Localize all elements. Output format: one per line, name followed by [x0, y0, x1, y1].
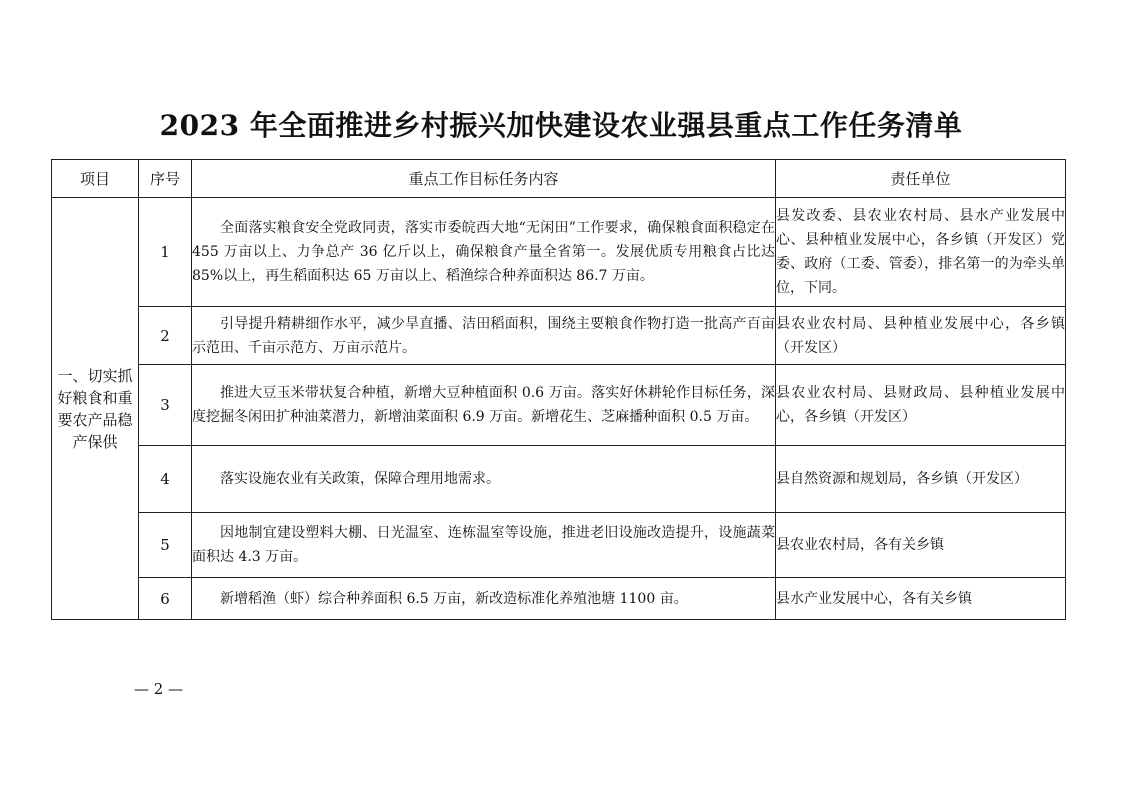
row-seq: 1 [139, 198, 192, 307]
row-unit: 县自然资源和规划局，各乡镇（开发区） [776, 446, 1066, 513]
row-content: 推进大豆玉米带状复合种植，新增大豆种植面积 0.6 万亩。落实好休耕轮作目标任务，深度挖掘冬闲田扩种油菜潜力，新增油菜面积 6.9 万亩。新增花生、芝麻播种面积 0.5 万亩。 [192, 365, 776, 446]
page-number: — 2 — [134, 680, 184, 698]
row-unit: 县农业农村局、县种植业发展中心，各乡镇（开发区） [776, 307, 1066, 365]
row-unit: 县发改委、县农业农村局、县水产业发展中心、县种植业发展中心，各乡镇（开发区）党委、政府（工委、管委），排名第一的为牵头单位，下同。 [776, 198, 1066, 307]
table-row [52, 578, 1066, 620]
row-content: 落实设施农业有关政策，保障合理用地需求。 [192, 446, 776, 513]
row-unit: 县水产业发展中心，各有关乡镇 [776, 578, 1066, 620]
row-unit: 县农业农村局、县财政局、县种植业发展中心，各乡镇（开发区） [776, 365, 1066, 446]
row-seq: 3 [139, 365, 192, 446]
table-row [52, 198, 1066, 307]
row-content: 新增稻渔（虾）综合种养面积 6.5 万亩，新改造标准化养殖池塘 1100 亩。 [192, 578, 776, 620]
table-row [52, 513, 1066, 578]
row-seq: 5 [139, 513, 192, 578]
row-seq: 2 [139, 307, 192, 365]
category-cell: 一、切实抓好粮食和重要农产品稳产保供 [52, 198, 139, 620]
table-row [52, 365, 1066, 446]
page-title: 2023 年全面推进乡村振兴加快建设农业强县重点工作任务清单 [159, 109, 963, 142]
row-seq: 6 [139, 578, 192, 620]
header-project: 项目 [52, 160, 139, 198]
table-header-row [52, 160, 1066, 198]
table-row [52, 446, 1066, 513]
row-content: 因地制宜建设塑料大棚、日光温室、连栋温室等设施，推进老旧设施改造提升，设施蔬菜面积达 4.3 万亩。 [192, 513, 776, 578]
header-unit: 责任单位 [776, 160, 1066, 198]
row-content: 引导提升精耕细作水平，减少旱直播、洁田稻面积，围绕主要粮食作物打造一批高产百亩示范田、千亩示范方、万亩示范片。 [192, 307, 776, 365]
header-seq: 序号 [139, 160, 192, 198]
row-unit: 县农业农村局，各有关乡镇 [776, 513, 1066, 578]
row-content: 全面落实粮食安全党政同责，落实市委皖西大地“无闲田”工作要求，确保粮食面积稳定在 455 万亩以上、力争总产 36 亿斤以上，确保粮食产量全省第一。发展优质专用粮食占比达 85%以上，再生稻面积达 65 万亩以上、稻渔综合种养面积达 86.7 万亩。 [192, 198, 776, 307]
row-seq: 4 [139, 446, 192, 513]
table-row [52, 307, 1066, 365]
task-table [51, 159, 1066, 620]
header-content: 重点工作目标任务内容 [192, 160, 776, 198]
